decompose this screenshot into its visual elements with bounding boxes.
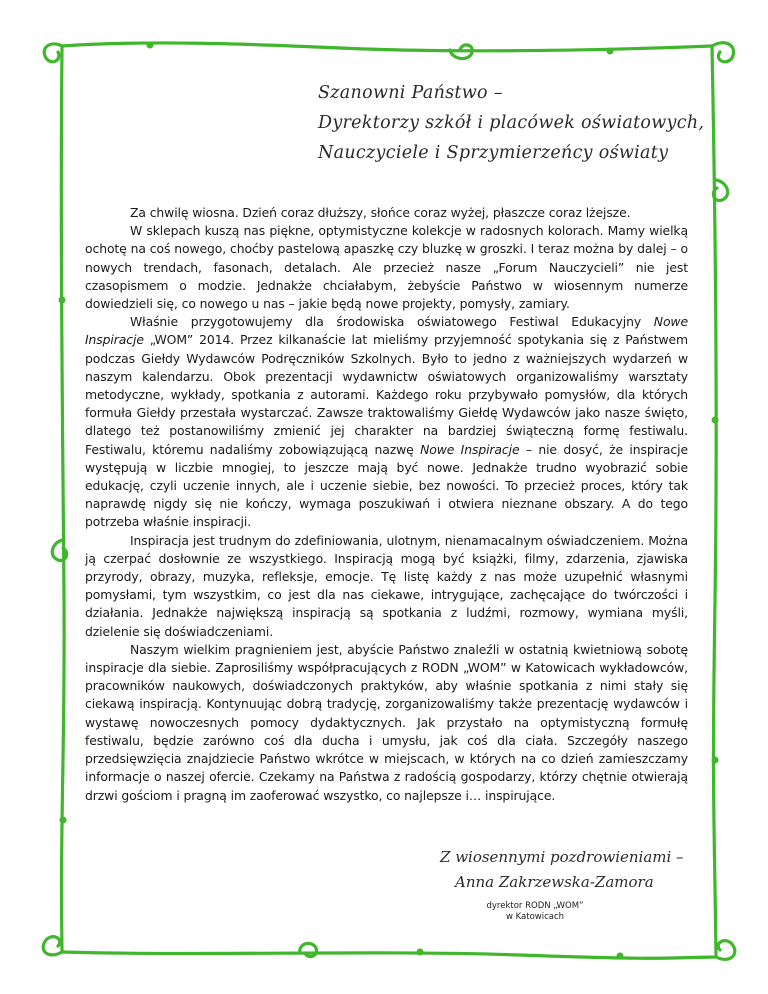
salutation-line-2: Dyrektorzy szkół i placówek oświatowych, [318,113,705,133]
corner-curl-top-right [712,43,734,62]
closing [440,845,700,895]
frame-dot [147,42,154,49]
signature-title: dyrektor RODN „WOM” [486,901,584,911]
festival-name-italic: Nowe Inspiracje [85,314,688,348]
frame-left-border [61,46,64,952]
letter-paragraph-2: W sklepach kuszą nas piękne, optymistyczne kolekcje w radosnych kolorach. Mamy wielką ochotę na coś nowego, choćby pastelową apaszkę czy bluzkę w groszki. I teraz można by dalej – o nowych trendach, fasonach, detalach. Ale przecież nasze „Forum Nauczycieli” nie jest czasopismem o modzie. Jednakże chciałabym, żebyście Państwo w wiosennym numerze dowiedzieli się, co nowego u nas – jakie będą nowe projekty, pomysły, zamiary. [85,223,688,312]
festival-name-italic: Nowe Inspiracje [420,441,520,457]
salutation [318,78,718,168]
paragraph-3-text-a: Właśnie przygotowujemy dla środowiska oświatowego Festiwal Edukacyjny [130,314,654,330]
salutation-line-1: Szanowni Państwo – [318,83,503,103]
paragraph-3-text-c: – nie dosyć, że inspiracje występują w liczbie mnogiej, to jeszcze mają być nowe. Jednakże trudno wyobrazić sobie edukację, czyli uczenie innych, ale i uczenie siebie, bez nowości. To przecież proces, który tak naprawdę nigdy się nie kończy, wymaga poszukiwań i otwiera nieznane obszary. A do tego potrzeba właśnie inspiracji. [85,441,688,530]
corner-curl-bottom-left [43,937,62,955]
letter-paragraph-1: Za chwilę wiosna. Dzień coraz dłuższy, słońce coraz wyżej, płaszcze coraz lżejsze. [130,205,631,220]
closing-author-name: Anna Zakrzewska-Zamora [455,873,654,891]
corner-curl-bottom-right [716,941,735,960]
paragraph-3-text-b: „WOM” 2014. Przez kilkanaście lat mieliśmy przyjemność spotykania się z Państwem podczas Giełdy Wydawców Podręczników Szkolnych. Było to jedno z ważniejszych wydarzeń w naszym kalendarzu. Obok prezentacji wydawnictw oświatowych organizowaliśmy warsztaty metodyczne, wykłady, spotkania z autorami. Każdego roku przybywało pomysłów, dla których formuła Giełdy przestała wystarczać. Zawsze traktowaliśmy Giełdę Wydawców jako nasze święto, dlatego też postanowiliśmy zmienić jej charakter na bardziej świąteczną formę festiwalu. Festiwalu, któremu nadaliśmy zobowiązującą nazwę [85,332,688,457]
frame-dot [607,48,614,55]
frame-dot [59,297,66,304]
closing-greeting: Z wiosennymi pozdrowieniami – [440,848,684,866]
letter-paragraph-3 [85,313,688,531]
letter-body [85,204,688,805]
letter-paragraph-4: Inspiracja jest trudnym do zdefiniowania, ulotnym, nienamacalnym oświadczeniem. Można ją czerpać dosłownie ze wszystkiego. Inspiracją mogą być książki, filmy, zdarzenia, zjawiska przyrody, obrazy, muzyka, refleksje, emocje. Tę listę każdy z nas może uzupełnić własnymi pomysłami, tym wszystkim, co jest dla nas ciekawe, intrygujące, zachęcające do twórczości i działania. Jednakże największą inspiracją są spotkania z ludźmi, rozmowy, wymiana myśli, dzielenie się doświadczeniami. [85,532,688,639]
frame-dot [417,949,424,956]
frame-dot [712,757,719,764]
frame-top-border [62,43,712,51]
frame-dot [617,953,624,960]
signature-role [470,901,600,923]
frame-right-border [712,46,716,957]
frame-dot [712,417,719,424]
signature-place: w Katowicach [505,912,565,922]
letter-paragraph-5: Naszym wielkim pragnieniem jest, abyście Państwo znaleźli w ostatnią kwietniową sobotę inspiracje dla siebie. Zaprosiliśmy współpracujących z RODN „WOM” w Katowicach wykładowców, pracowników naukowych, doświadczonych praktyków, aby właśnie spotkania z nimi stały się ciekawą inspiracją. Kontynuując dobrą tradycję, zorganizowaliśmy także prezentację wydawców i wystawę nowoczesnych pomocy dydaktycznych. Jak przystało na optymistyczną formułę festiwalu, będzie zarówno coś dla ducha i umysłu, jak coś dla ciała. Szczegóły naszego przedsięwzięcia znajdziecie Państwo wkrótce w miejscach, w których na co dzień zamieszczamy informacje o naszej ofercie. Czekamy na Państwa z radością gospodarzy, którzy chętnie otwierają drzwi gościom i pragną im zaoferować wszystko, co najlepsze i… inspirujące. [85,641,688,803]
frame-dot [60,817,67,824]
salutation-line-3: Nauczyciele i Sprzymierzeńcy oświaty [318,143,669,163]
corner-curl-top-left [44,44,62,62]
